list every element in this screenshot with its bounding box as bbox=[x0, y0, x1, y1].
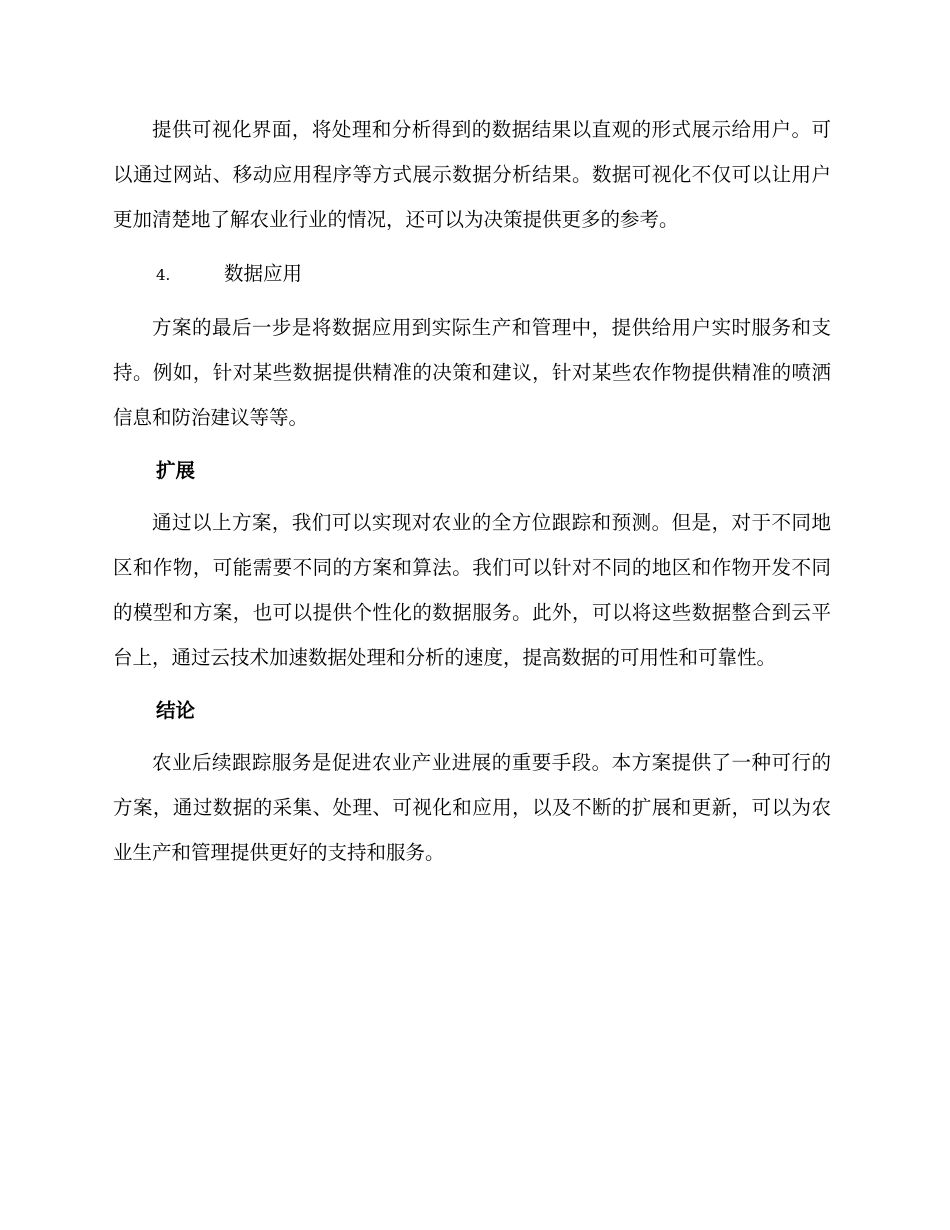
paragraph-application: 方案的最后一步是将数据应用到实际生产和管理中，提供给用户实时服务和支持。例如，针对某些数据提供精准的决策和建议，针对某些农作物提供精准的喷洒信息和防治建议等等。 bbox=[113, 316, 831, 429]
section-heading-conclusion: 结论 bbox=[156, 698, 196, 722]
paragraph-extension: 通过以上方案，我们可以实现对农业的全方位跟踪和预测。但是，对于不同地区和作物，可能需要不同的方案和算法。我们可以针对不同的地区和作物开发不同的模型和方案，也可以提供个性化的数据服务。此外，可以将这些数据整合到云平台上，通过云技术加速数据处理和分析的速度，提高数据的可用性和可靠性。 bbox=[113, 511, 831, 669]
section-heading-extension: 扩展 bbox=[156, 458, 196, 482]
paragraph-visualization: 提供可视化界面，将处理和分析得到的数据结果以直观的形式展示给用户。可以通过网站、移动应用程序等方式展示数据分析结果。数据可视化不仅可以让用户更加清楚地了解农业行业的情况，还可以为决策提供更多的参考。 bbox=[113, 118, 831, 231]
document-page bbox=[113, 108, 831, 876]
list-item-label: 数据应用 bbox=[224, 262, 303, 286]
list-item-data-application bbox=[113, 252, 831, 298]
list-item-number: 4. bbox=[156, 266, 171, 285]
paragraph-conclusion: 农业后续跟踪服务是促进农业产业进展的重要手段。本方案提供了一种可行的方案，通过数据的采集、处理、可视化和应用，以及不断的扩展和更新，可以为农业生产和管理提供更好的支持和服务。 bbox=[113, 751, 831, 864]
